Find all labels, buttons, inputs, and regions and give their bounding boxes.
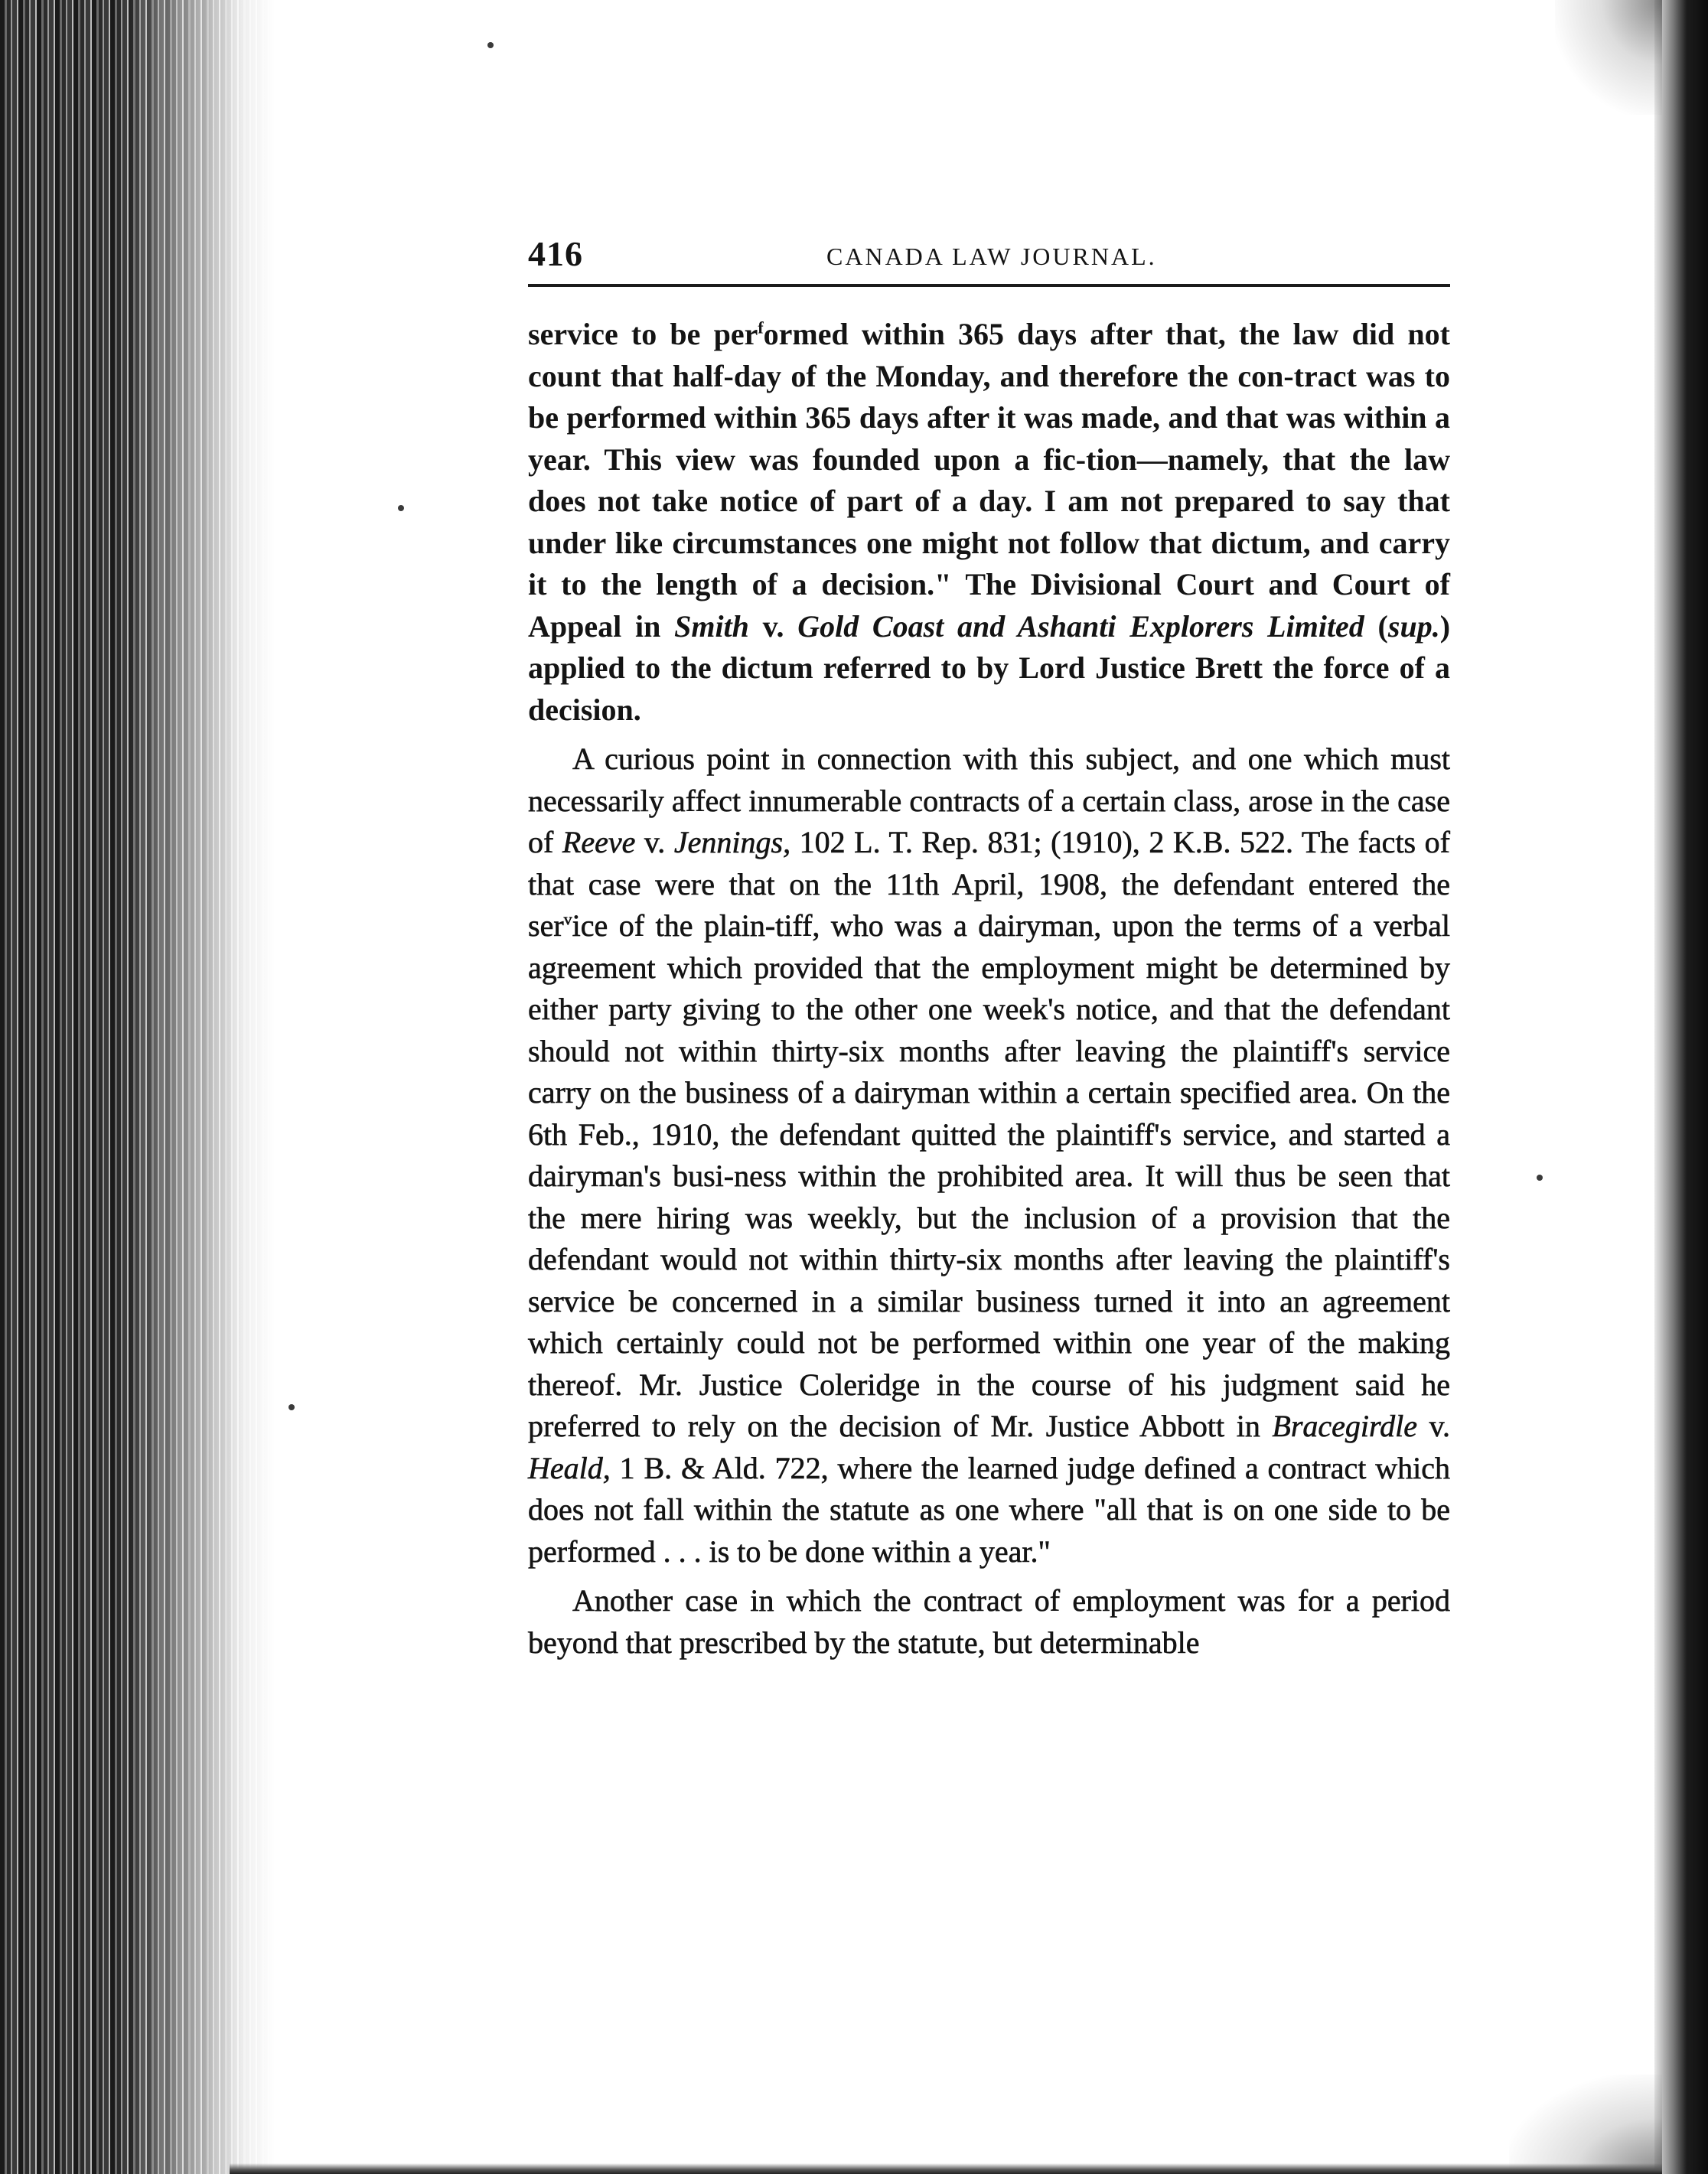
scan-speck <box>487 42 494 48</box>
case-name: Smith <box>674 608 749 644</box>
scan-speck <box>398 505 404 511</box>
scan-corner-shadow-bottom <box>1509 2075 1662 2174</box>
page-body <box>528 314 1450 1664</box>
text-run: v. <box>1417 1409 1450 1443</box>
text-run: v. <box>748 608 798 644</box>
text-run: ( <box>1364 608 1388 644</box>
text-run: Another case in which the contract of employment was for a period beyond that prescribed by the statute, but determinable <box>528 1583 1450 1660</box>
text-run: 1 B. & Ald. 722, where the learned judge defined a contract which does not fall within the statute as one where "all that is on one side to be performed . . . is to be done within a year." <box>528 1450 1450 1569</box>
running-title: CANADA LAW JOURNAL. <box>826 243 1157 270</box>
case-name: Bracegirdle <box>1272 1409 1417 1443</box>
case-name: Gold Coast and Ashanti Explorers Limited <box>797 608 1364 644</box>
text-run: 102 L. T. Rep. 831; (1910), 2 K.B. 522. The facts of that case were that on the 11th April, 1908, the defendant entered the ser <box>528 825 1450 943</box>
paragraph-1 <box>528 314 1450 731</box>
case-name: Heald, <box>528 1450 611 1485</box>
text-run: ormed within 365 days after that, the law did not count that half-day of the Monday, and therefore the con-tract was to be performed within 365 days after it was made, and that was within a year. This view was founded upon a fic-tion—namely, that the law does not take notice of part of a day. I am not prepared to say that under like circumstances one might not follow that dictum, and carry it to the length of a decision." The Divisional Court and Court of Appeal in <box>528 317 1450 644</box>
ocr-superscript-glitch: f <box>758 318 764 337</box>
paragraph-2 <box>528 738 1450 1573</box>
text-run: ) applied to the dictum referred to by Lord Justice Brett the force of a decision. <box>528 608 1451 727</box>
paragraph-3 <box>528 1580 1450 1664</box>
case-name: Reeve <box>562 825 636 859</box>
scan-right-page-edge <box>1654 0 1708 2174</box>
page-header <box>528 231 1450 286</box>
scan-bottom-edge <box>230 2163 1662 2174</box>
text-run: A curious point in connection with this subject, and one which must necessarily affect innumerable contracts of a certain class, arose in the case of <box>528 742 1450 859</box>
scan-corner-shadow-top <box>1555 0 1662 115</box>
header-rule <box>528 284 1450 287</box>
scan-speck <box>288 1404 295 1410</box>
case-name: Jennings, <box>673 825 791 859</box>
scan-speck <box>1537 1175 1543 1181</box>
page-number: 416 <box>528 234 583 273</box>
ocr-superscript-glitch: v <box>563 909 572 929</box>
text-run: ice of the plain-tiff, who was a dairyman, upon the terms of a verbal agreement which provided that the employment might be determined by either party giving to the other one week's notice, and that the defendant should not within thirty-six months after leaving the plaintiff's service carry on the business of a dairyman within a certain specified area. On the 6th Feb., 1910, the defendant quitted the plaintiff's service, and started a dairyman's busi-ness within the prohibited area. It will thus be seen that the mere hiring was weekly, but the inclusion of a provision that the defendant would not within thirty-six months after leaving the plaintiff's service be concerned in a similar business turned it into an agreement which certainly could not be performed within one year of the making thereof. Mr. Justice Coleridge in the course of his judgment said he preferred to rely on the decision of Mr. Justice Abbott in <box>528 908 1450 1443</box>
abbreviation-sup: sup. <box>1387 608 1440 644</box>
scan-left-binding-edge <box>0 0 275 2174</box>
text-run: service to be per <box>528 317 758 351</box>
text-run: v. <box>635 825 674 859</box>
